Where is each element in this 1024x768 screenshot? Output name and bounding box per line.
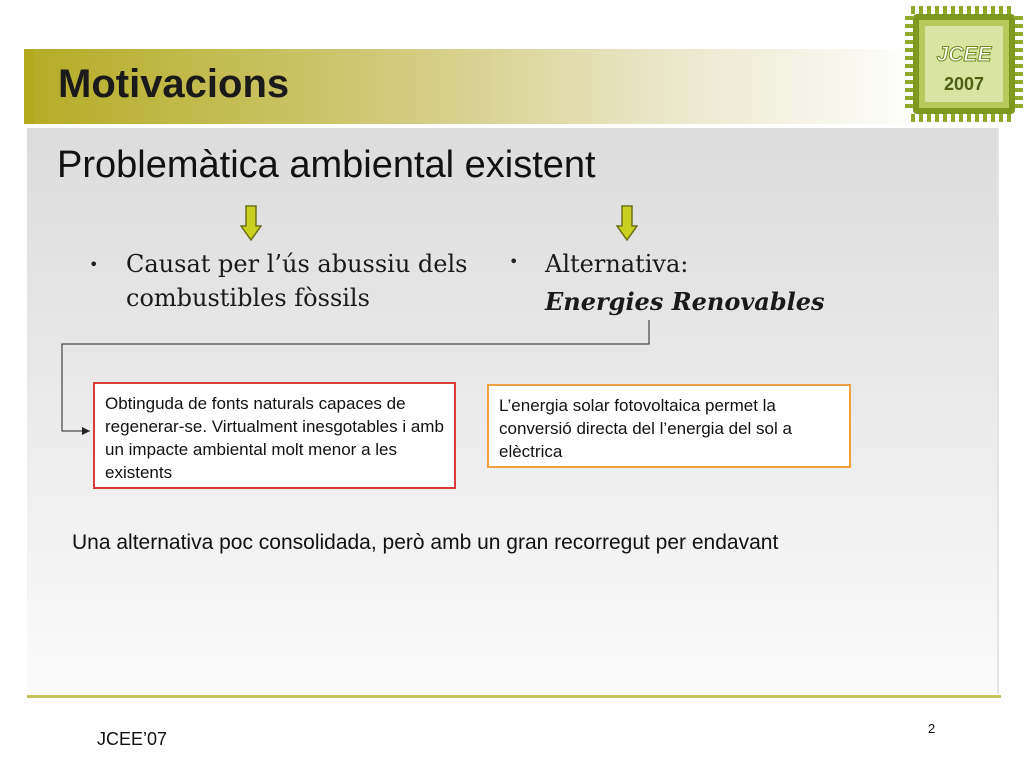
down-arrow-icon — [616, 205, 638, 241]
footer-rule — [27, 695, 1001, 698]
bullet-icon: • — [89, 255, 99, 274]
alternative-value: Energies Renovables — [545, 287, 825, 316]
logo-name: JCEE — [936, 43, 992, 66]
bullet-icon: • — [509, 252, 519, 271]
cause-line-1: Causat per l’ús abussiu dels — [126, 250, 468, 278]
jcee-logo — [905, 4, 1023, 124]
logo-year: 2007 — [943, 74, 985, 94]
page-number: 2 — [928, 721, 936, 736]
slide-subtitle: Problemàtica ambiental existent — [57, 144, 596, 186]
alternative-label: Alternativa: — [545, 250, 689, 278]
conclusion-text: Una alternativa poc consolidada, però amb un gran recorregut per endavant — [72, 531, 779, 554]
title-accent — [24, 49, 34, 124]
solar-pv-box: L’energia solar fotovoltaica permet la conversió directa del l’energia del sol a elèctrica — [487, 384, 851, 468]
down-arrow-icon — [240, 205, 262, 241]
footer-label: JCEE’07 — [97, 729, 168, 749]
cause-line-2: combustibles fòssils — [126, 284, 370, 312]
renewables-definition-box: Obtinguda de fonts naturals capaces de regenerar-se. Virtualment inesgotables i amb un impacte ambiental molt menor a les existents — [93, 382, 456, 489]
slide-title: Motivacions — [58, 62, 290, 106]
